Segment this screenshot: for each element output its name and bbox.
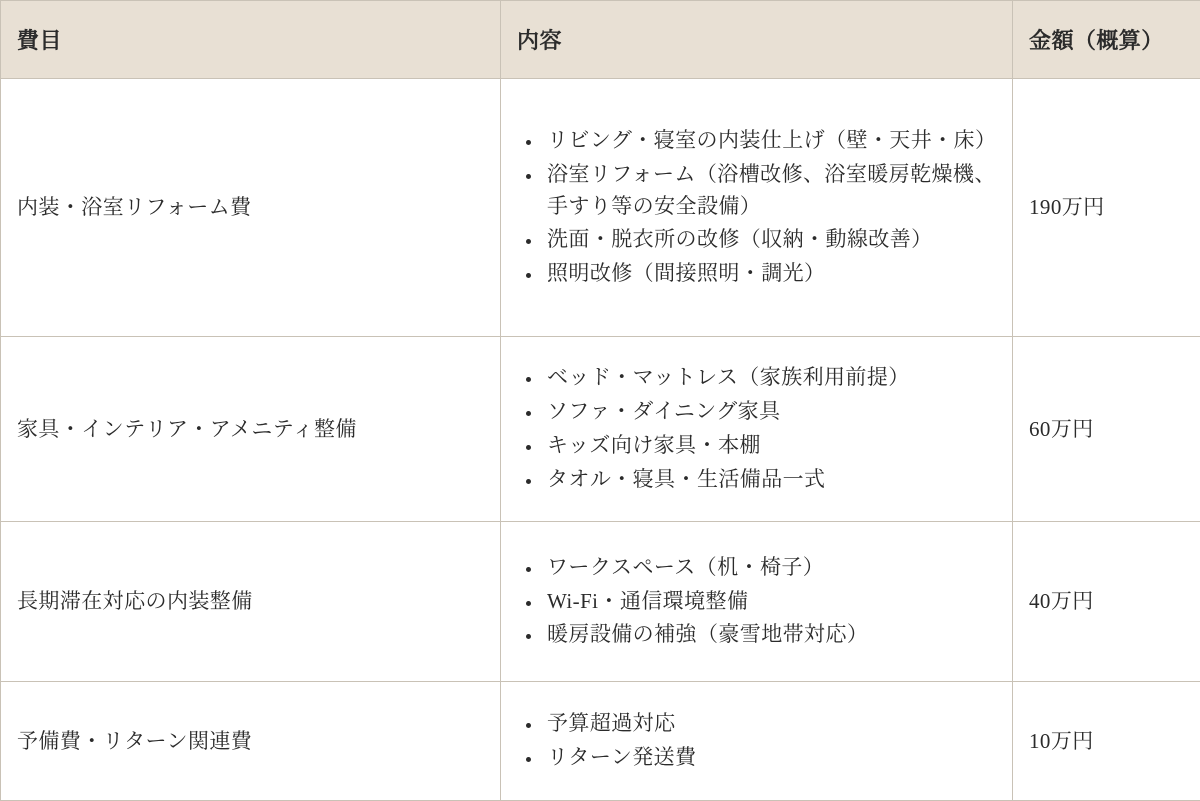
cell-item: 内装・浴室リフォーム費 [1,79,501,337]
list-item: • リビング・寝室の内装仕上げ（壁・天井・床） [543,125,996,157]
table-row [1,337,1200,522]
cell-item: 長期滞在対応の内装整備 [1,522,501,682]
cell-detail [501,79,1013,337]
cell-amount: 190万円 [1013,79,1200,337]
detail-list [517,552,996,652]
detail-list [517,125,996,291]
cell-item: 家具・インテリア・アメニティ整備 [1,337,501,522]
cell-detail [501,682,1013,801]
cell-amount: 10万円 [1013,682,1200,801]
list-item: • ワークスペース（机・椅子） [543,552,996,584]
list-item: • Wi-Fi・通信環境整備 [543,586,996,618]
table-header [1,1,1200,79]
detail-list [517,708,996,774]
list-item: • 予算超過対応 [543,708,996,740]
column-header-item: 費目 [1,1,501,79]
list-item: • リターン発送費 [543,742,996,774]
detail-list [517,362,996,496]
list-item: • キッズ向け家具・本棚 [543,430,996,462]
list-item: • 洗面・脱衣所の改修（収納・動線改善） [543,224,996,256]
table-row [1,522,1200,682]
list-item: • ソファ・ダイニング家具 [543,396,996,428]
column-header-amount: 金額（概算） [1013,1,1200,79]
cell-amount: 60万円 [1013,337,1200,522]
column-header-detail: 内容 [501,1,1013,79]
cell-detail [501,337,1013,522]
table-row [1,682,1200,801]
list-item: • 暖房設備の補強（豪雪地帯対応） [543,619,996,651]
list-item: • 浴室リフォーム（浴槽改修、浴室暖房乾燥機、手すり等の安全設備） [543,159,996,223]
list-item: • 照明改修（間接照明・調光） [543,258,996,290]
cell-detail [501,522,1013,682]
table-header-row [1,1,1200,79]
list-item: • タオル・寝具・生活備品一式 [543,464,996,496]
cell-item: 予備費・リターン関連費 [1,682,501,801]
list-item: • ベッド・マットレス（家族利用前提） [543,362,996,394]
cell-amount: 40万円 [1013,522,1200,682]
table-body [1,79,1200,801]
table-row [1,79,1200,337]
